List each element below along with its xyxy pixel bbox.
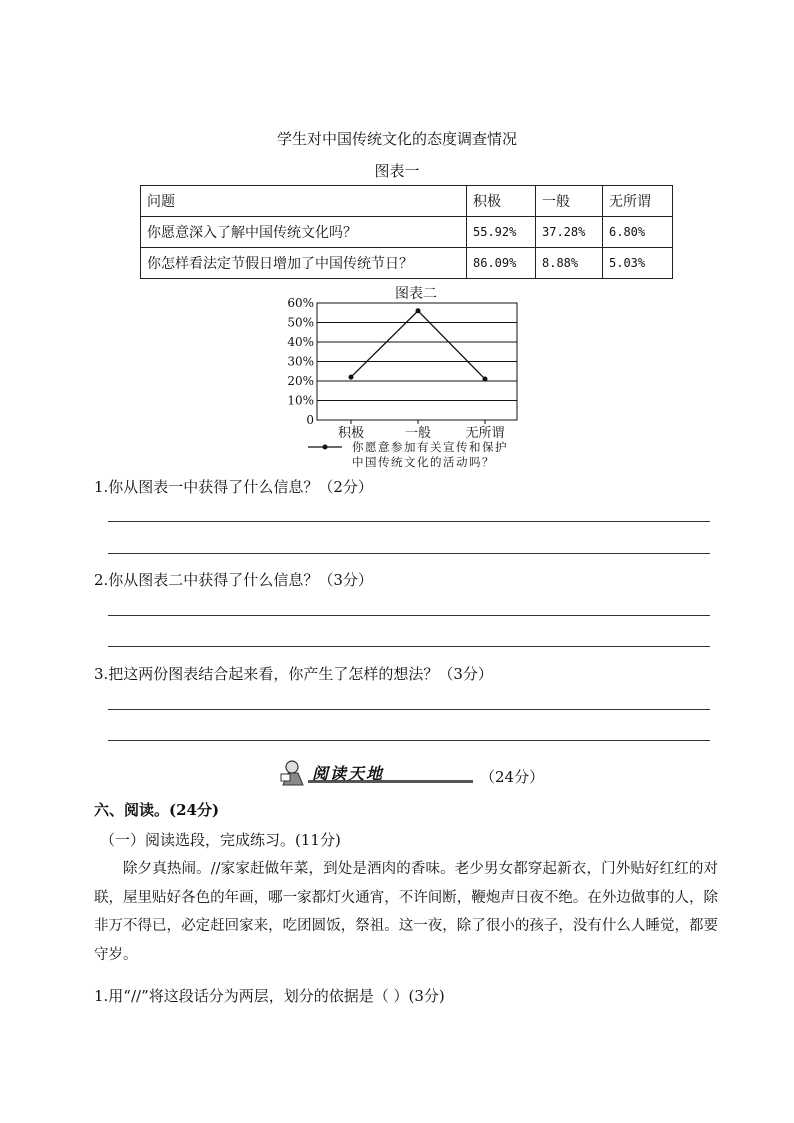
cell-value: 55.92% <box>467 217 536 248</box>
legend-label: 中国传统文化的活动吗？ <box>352 455 495 469</box>
data-point <box>416 308 421 313</box>
header-question: 问题 <box>141 186 467 217</box>
answer-line[interactable] <box>108 521 710 522</box>
y-tick-label: 0 <box>306 413 314 427</box>
table-row <box>141 217 673 248</box>
x-tick-label: 一般 <box>404 426 432 441</box>
cell-question: 你愿意深入了解中国传统文化吗？ <box>141 217 467 248</box>
x-tick-label: 无所谓 <box>465 426 505 441</box>
question-passage-1: 1.用“//”将这段话分为两层，划分的依据是（ ）(3分) <box>94 987 445 1005</box>
cell-question: 你怎样看法定节假日增加了中国传统节日？ <box>141 248 467 279</box>
answer-line[interactable] <box>108 740 710 741</box>
table-header-row <box>141 186 673 217</box>
cell-value: 37.28% <box>536 217 603 248</box>
header-neutral: 一般 <box>536 186 603 217</box>
header-positive: 积极 <box>467 186 536 217</box>
question-3: 3.把这两份图表结合起来看，你产生了怎样的想法？（3分） <box>94 665 493 683</box>
subpart-heading: （一）阅读选段，完成练习。(11分) <box>100 831 341 849</box>
y-tick-label: 30% <box>287 354 314 369</box>
reading-mascot-icon <box>278 758 308 786</box>
chart-title: 图表二 <box>395 286 437 302</box>
question-1: 1.你从图表一中获得了什么信息？（2分） <box>94 478 373 496</box>
x-tick-label: 积极 <box>337 426 365 441</box>
data-point <box>483 377 488 382</box>
survey-table <box>140 185 673 279</box>
answer-line[interactable] <box>108 615 710 616</box>
line-chart <box>270 295 540 473</box>
part-heading: 六、阅读。(24分) <box>94 801 220 819</box>
cell-value: 5.03% <box>603 248 673 279</box>
table-row <box>141 248 673 279</box>
reading-section-banner <box>278 758 478 786</box>
series-line <box>351 311 485 379</box>
section-score: （24分） <box>480 768 545 786</box>
table1-caption: 图表一 <box>374 162 420 180</box>
legend-marker <box>323 445 328 450</box>
data-point <box>349 375 354 380</box>
answer-line[interactable] <box>108 709 710 710</box>
answer-line[interactable] <box>108 553 710 554</box>
answer-line[interactable] <box>108 646 710 647</box>
survey-title: 学生对中国传统文化的态度调查情况 <box>276 130 517 148</box>
y-tick-label: 50% <box>287 315 314 330</box>
cell-value: 6.80% <box>603 217 673 248</box>
y-tick-label: 10% <box>287 393 314 408</box>
passage-text: 除夕真热闹。//家家赶做年菜，到处是酒肉的香味。老少男女都穿起新衣，门外贴好红红的对联，屋里贴好各色的年画，哪一家都灯火通宵，不许间断，鞭炮声日夜不绝。在外边做事的人，除非万不得已，必定赶回家来，吃团圆饭，祭祖。这一夜，除了很小的孩子，没有什么人睡觉，都要守岁。 <box>94 861 718 963</box>
y-tick-label: 20% <box>287 374 314 388</box>
y-tick-label: 40% <box>287 335 314 349</box>
header-indifferent: 无所谓 <box>603 186 673 217</box>
banner-text: 阅读天地 <box>312 764 385 783</box>
cell-value: 8.88% <box>536 248 603 279</box>
cell-value: 86.09% <box>467 248 536 279</box>
question-2: 2.你从图表二中获得了什么信息？（3分） <box>94 571 373 589</box>
y-tick-label: 60% <box>287 296 314 310</box>
legend-label: 你愿意参加有关宣传和保护 <box>352 440 508 454</box>
